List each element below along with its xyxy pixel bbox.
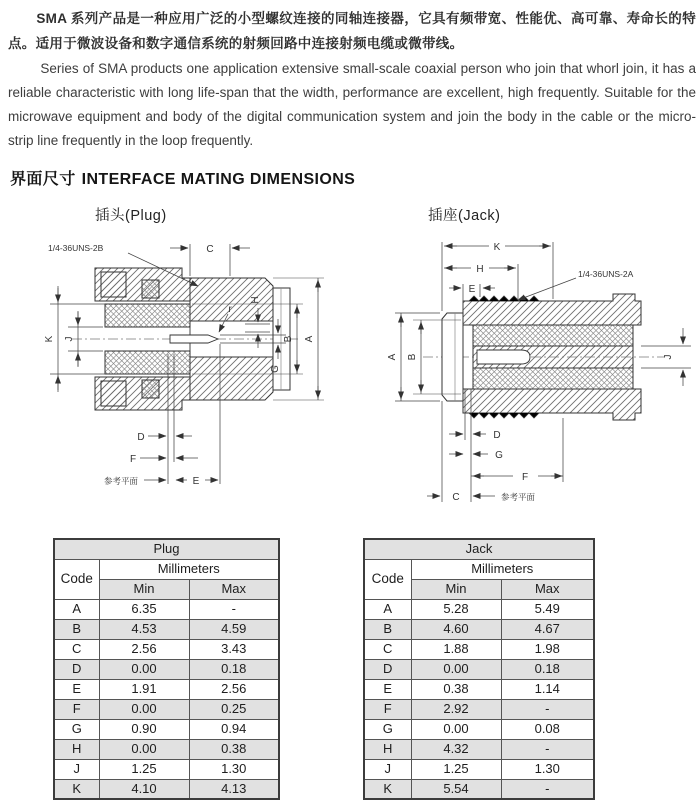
plug-thread-label: 1/4-36UNS-2B (48, 243, 104, 253)
max-cell: 0.08 (501, 719, 594, 739)
table-row (54, 679, 279, 699)
jack-dim-label-h: H (476, 264, 484, 275)
min-cell: 1.88 (411, 639, 501, 659)
code-cell: F (54, 699, 99, 719)
min-cell: 0.00 (411, 719, 501, 739)
jack-cross-section-drawing (365, 226, 700, 520)
table-row (364, 759, 594, 779)
plug-dim-label-g: G (270, 365, 281, 373)
code-cell: B (364, 619, 411, 639)
table-row (364, 739, 594, 759)
code-cell: H (364, 739, 411, 759)
plug-dim-label-h: H (250, 296, 261, 304)
jack-dim-label-c: C (452, 492, 460, 503)
min-cell: 4.53 (99, 619, 189, 639)
plug-dim-label-f: F (129, 454, 137, 465)
plug-cross-section-drawing (20, 226, 355, 520)
jack-dim-label-j: J (663, 354, 674, 360)
max-cell: 3.43 (189, 639, 279, 659)
table-row (364, 599, 594, 619)
code-cell: D (54, 659, 99, 679)
max-cell: - (501, 699, 594, 719)
min-cell: 0.00 (99, 739, 189, 759)
table-row (54, 719, 279, 739)
table-row (54, 599, 279, 619)
code-cell: A (364, 599, 411, 619)
min-cell: 1.25 (99, 759, 189, 779)
max-cell: 1.14 (501, 679, 594, 699)
min-cell: 4.32 (411, 739, 501, 759)
min-cell: 6.35 (99, 599, 189, 619)
table-row (54, 659, 279, 679)
plug-dim-label-d: D (137, 432, 145, 443)
table-row (54, 619, 279, 639)
max-cell: - (501, 739, 594, 759)
table-row (364, 719, 594, 739)
plug-reference-plane-label: 参考平面 (104, 476, 139, 486)
jack-dim-label-a: A (387, 353, 398, 361)
code-cell: D (364, 659, 411, 679)
code-cell: G (364, 719, 411, 739)
plug-dim-label-e: E (192, 476, 200, 487)
table-row (54, 759, 279, 779)
intro-paragraph-english: Series of SMA products one application extensive small-scale coaxial person who join that whorl join, it has a reliable characteristic with long life-span that the width, performance are excellent, high frequently. Suitable for the microwave equipment and body of the digital communication system and join the body in the cable or the micro-strip line frequently in the loop frequently. (8, 61, 696, 148)
min-cell: 5.28 (411, 599, 501, 619)
jack-figure-title: 插座(Jack) (428, 208, 501, 224)
max-cell: 0.18 (189, 659, 279, 679)
code-cell: H (54, 739, 99, 759)
max-cell: 4.59 (189, 619, 279, 639)
jack-thread-label: 1/4-36UNS-2A (578, 269, 634, 279)
code-cell: E (364, 679, 411, 699)
max-cell: 0.25 (189, 699, 279, 719)
code-cell: A (54, 599, 99, 619)
min-cell: 0.00 (411, 659, 501, 679)
plug-dim-label-k: K (44, 335, 55, 343)
max-cell: 0.18 (501, 659, 594, 679)
jack-table-title: Jack (364, 539, 594, 559)
table-row (364, 679, 594, 699)
table-row (54, 779, 279, 799)
jack-table-max-header: Max (501, 579, 594, 599)
max-cell: - (189, 599, 279, 619)
jack-table-min-header: Min (411, 579, 501, 599)
max-cell: 4.67 (501, 619, 594, 639)
jack-reference-plane-label: 参考平面 (501, 492, 536, 502)
max-cell: - (501, 779, 594, 799)
code-cell: K (364, 779, 411, 799)
plug-dimension-table (53, 538, 280, 800)
max-cell: 1.30 (189, 759, 279, 779)
jack-dim-label-f: F (521, 472, 529, 483)
plug-table-title: Plug (54, 539, 279, 559)
min-cell: 0.00 (99, 699, 189, 719)
jack-dimension-table (363, 538, 595, 800)
max-cell: 1.30 (501, 759, 594, 779)
code-cell: C (54, 639, 99, 659)
code-cell: K (54, 779, 99, 799)
plug-table-max-header: Max (189, 579, 279, 599)
section-title-chinese: 界面尺寸 (10, 171, 76, 188)
intro-paragraph-chinese: SMA 系列产品是一种应用广泛的小型螺纹连接的同轴连接器，它具有频带宽、性能优、高可靠、寿命长的特点。适用于微波设备和数字通信系统的射频回路中连接射频电缆或微带线。 (8, 11, 696, 51)
code-cell: J (54, 759, 99, 779)
table-row (364, 699, 594, 719)
plug-dim-label-r: r (228, 304, 232, 315)
jack-table-unit-header: Millimeters (411, 559, 594, 579)
jack-dim-label-b: B (407, 353, 418, 361)
min-cell: 1.25 (411, 759, 501, 779)
max-cell: 2.56 (189, 679, 279, 699)
jack-table-code-header: Code (364, 559, 411, 599)
min-cell: 2.92 (411, 699, 501, 719)
jack-dim-label-e: E (468, 284, 476, 295)
plug-dim-label-a: A (304, 335, 315, 343)
jack-dim-label-k: K (493, 242, 501, 253)
plug-dim-label-b: B (283, 335, 294, 343)
table-row (364, 779, 594, 799)
table-row (364, 639, 594, 659)
plug-table-min-header: Min (99, 579, 189, 599)
section-title-english: INTERFACE MATING DIMENSIONS (81, 171, 356, 188)
min-cell: 1.91 (99, 679, 189, 699)
max-cell: 5.49 (501, 599, 594, 619)
plug-dim-label-c: C (206, 244, 214, 255)
min-cell: 4.60 (411, 619, 501, 639)
min-cell: 4.10 (99, 779, 189, 799)
table-row (54, 639, 279, 659)
min-cell: 2.56 (99, 639, 189, 659)
table-row (54, 739, 279, 759)
code-cell: G (54, 719, 99, 739)
jack-dim-label-g: G (495, 450, 503, 461)
table-row (364, 659, 594, 679)
min-cell: 0.90 (99, 719, 189, 739)
table-row (364, 619, 594, 639)
jack-dim-label-d: D (493, 430, 501, 441)
max-cell: 0.38 (189, 739, 279, 759)
plug-table-code-header: Code (54, 559, 99, 599)
code-cell: E (54, 679, 99, 699)
jack-body (423, 294, 665, 420)
min-cell: 0.38 (411, 679, 501, 699)
max-cell: 4.13 (189, 779, 279, 799)
plug-table-unit-header: Millimeters (99, 559, 279, 579)
table-row (54, 699, 279, 719)
min-cell: 5.54 (411, 779, 501, 799)
plug-dim-label-j: J (64, 336, 75, 342)
code-cell: F (364, 699, 411, 719)
min-cell: 0.00 (99, 659, 189, 679)
max-cell: 0.94 (189, 719, 279, 739)
code-cell: J (364, 759, 411, 779)
section-heading (10, 166, 355, 189)
code-cell: B (54, 619, 99, 639)
max-cell: 1.98 (501, 639, 594, 659)
code-cell: C (364, 639, 411, 659)
plug-body (72, 268, 298, 410)
plug-figure-title: 插头(Plug) (95, 208, 167, 224)
